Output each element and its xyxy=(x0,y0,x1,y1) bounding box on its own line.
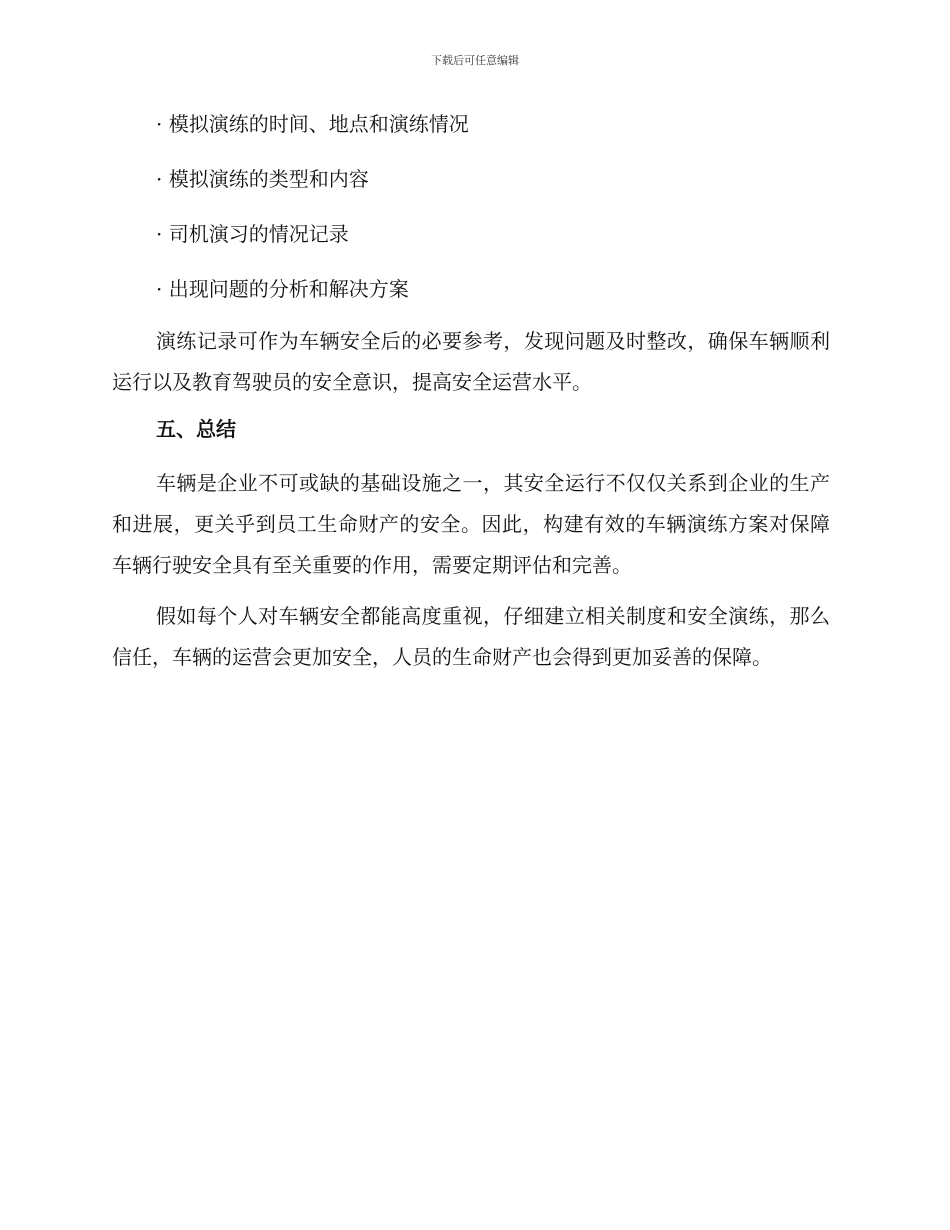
document-body xyxy=(112,108,830,680)
bullet-item: · 出现问题的分析和解决方案 xyxy=(156,277,409,301)
summary-paragraph-2: 假如每个人对车辆安全都能高度重视，仔细建立相关制度和安全演练，那么信任，车辆的运营会更加安全，人员的生命财产也会得到更加妥善的保障。 xyxy=(112,604,830,669)
bullet-item: · 司机演习的情况记录 xyxy=(156,222,349,246)
bullet-item: · 模拟演练的类型和内容 xyxy=(156,167,369,191)
section-heading-summary: 五、总结 xyxy=(156,417,236,441)
record-paragraph: 演练记录可作为车辆安全后的必要参考，发现问题及时整改，确保车辆顺利运行以及教育驾驶员的安全意识，提高安全运营水平。 xyxy=(112,329,830,394)
page-header-note: 下载后可任意编辑 xyxy=(431,54,519,67)
bullet-item: · 模拟演练的时间、地点和演练情况 xyxy=(156,112,469,136)
summary-paragraph-1: 车辆是企业不可或缺的基础设施之一，其安全运行不仅仅关系到企业的生产和进展，更关乎到员工生命财产的安全。因此，构建有效的车辆演练方案对保障车辆行驶安全具有至关重要的作用，需要定期评估和完善。 xyxy=(112,471,830,577)
